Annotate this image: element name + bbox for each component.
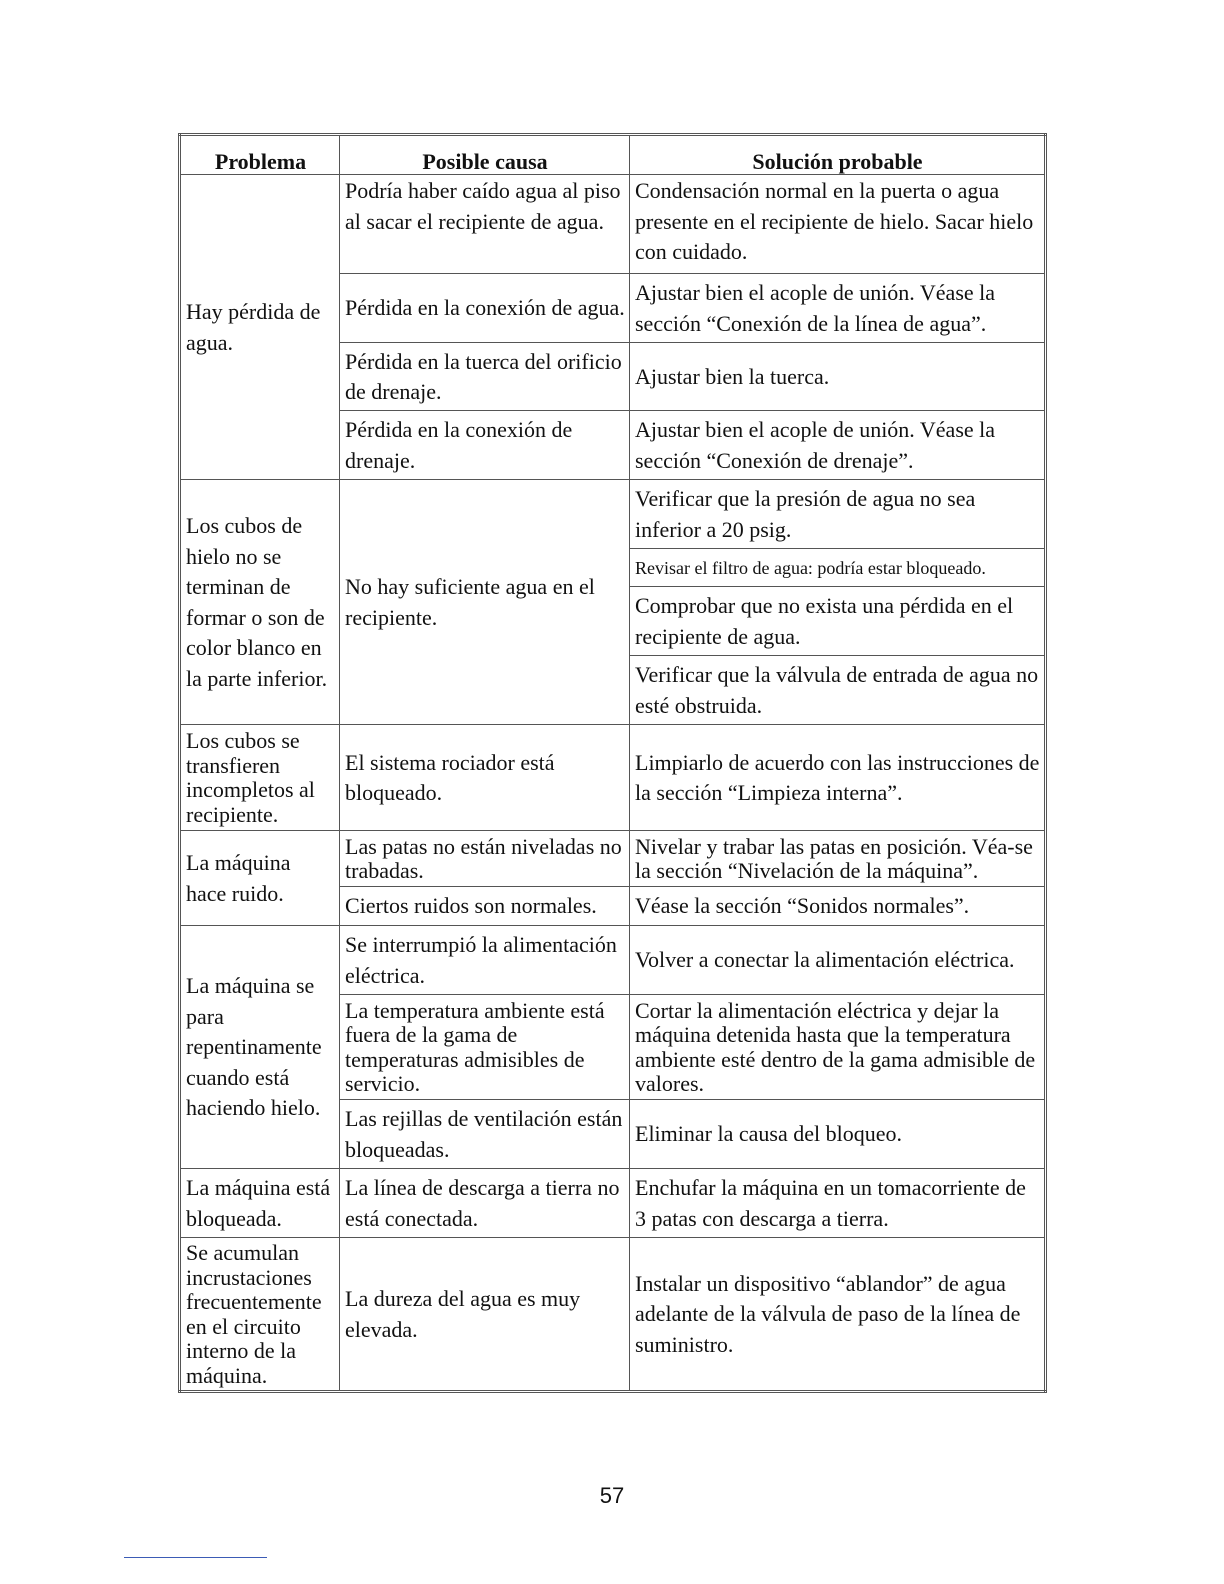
solution-cell: Ajustar bien la tuerca. [630,343,1046,411]
problem-cell: Hay pérdida de agua. [180,175,340,480]
cause-cell: Pérdida en la conexión de agua. [340,274,630,343]
cause-cell: Pérdida en la tuerca del orificio de drenaje. [340,343,630,411]
problem-cell: Se acumulan incrustaciones frecuentemente en el circuito interno de la máquina. [180,1238,340,1392]
cause-cell: Las patas no están niveladas no trabadas. [340,831,630,887]
problem-cell: La máquina se para repentinamente cuando está haciendo hielo. [180,926,340,1169]
solution-cell: Condensación normal en la puerta o agua presente en el recipiente de hielo. Sacar hielo con cuidado. [630,175,1046,274]
solution-cell: Ajustar bien el acople de unión. Véase la sección “Conexión de drenaje”. [630,411,1046,480]
solution-cell: Ajustar bien el acople de unión. Véase la sección “Conexión de la línea de agua”. [630,274,1046,343]
solution-cell: Instalar un dispositivo “ablandor” de agua adelante de la válvula de paso de la línea de suministro. [630,1238,1046,1392]
header-problem: Problema [180,135,340,175]
footnote-divider [124,1557,267,1558]
table-row [180,831,1046,887]
table-row [180,175,1046,274]
solution-cell: Comprobar que no exista una pérdida en el recipiente de agua. [630,587,1046,656]
page-number: 57 [599,1483,625,1508]
solution-cell: Verificar que la presión de agua no sea inferior a 20 psig. [630,480,1046,549]
solution-cell: Verificar que la válvula de entrada de agua no esté obstruida. [630,656,1046,725]
header-solution: Solución probable [630,135,1046,175]
cause-cell: La línea de descarga a tierra no está conectada. [340,1169,630,1238]
cause-cell: Ciertos ruidos son normales. [340,887,630,926]
cause-cell: No hay suficiente agua en el recipiente. [340,480,630,725]
solution-cell: Revisar el filtro de agua: podría estar bloqueado. [630,549,1046,587]
solution-cell: Eliminar la causa del bloqueo. [630,1100,1046,1169]
problem-cell: La máquina está bloqueada. [180,1169,340,1238]
solution-cell: Cortar la alimentación eléctrica y dejar la máquina detenida hasta que la temperatura ambiente esté dentro de la gama admisible de valores. [630,995,1046,1100]
problem-cell: La máquina hace ruido. [180,831,340,926]
table-header-row [180,135,1046,175]
solution-cell: Véase la sección “Sonidos normales”. [630,887,1046,926]
table-row [180,725,1046,831]
cause-cell: Se interrumpió la alimentación eléctrica. [340,926,630,995]
problem-cell: Los cubos se transfieren incompletos al recipiente. [180,725,340,831]
table-row [180,926,1046,995]
table-row [180,1238,1046,1392]
troubleshooting-table [178,133,1047,1393]
problem-cell: Los cubos de hielo no se terminan de formar o son de color blanco en la parte inferior. [180,480,340,725]
table-row [180,1169,1046,1238]
cause-cell: Las rejillas de ventilación están bloqueadas. [340,1100,630,1169]
solution-cell: Volver a conectar la alimentación eléctrica. [630,926,1046,995]
cause-cell: La dureza del agua es muy elevada. [340,1238,630,1392]
table-row [180,480,1046,549]
cause-cell: El sistema rociador está bloqueado. [340,725,630,831]
solution-cell: Nivelar y trabar las patas en posición. Véa-se la sección “Nivelación de la máquina”. [630,831,1046,887]
header-cause: Posible causa [340,135,630,175]
cause-cell: Podría haber caído agua al piso al sacar el recipiente de agua. [340,175,630,274]
cause-cell: Pérdida en la conexión de drenaje. [340,411,630,480]
cause-cell: La temperatura ambiente está fuera de la gama de temperaturas admisibles de servicio. [340,995,630,1100]
solution-cell: Enchufar la máquina en un tomacorriente de 3 patas con descarga a tierra. [630,1169,1046,1238]
solution-cell: Limpiarlo de acuerdo con las instrucciones de la sección “Limpieza interna”. [630,725,1046,831]
